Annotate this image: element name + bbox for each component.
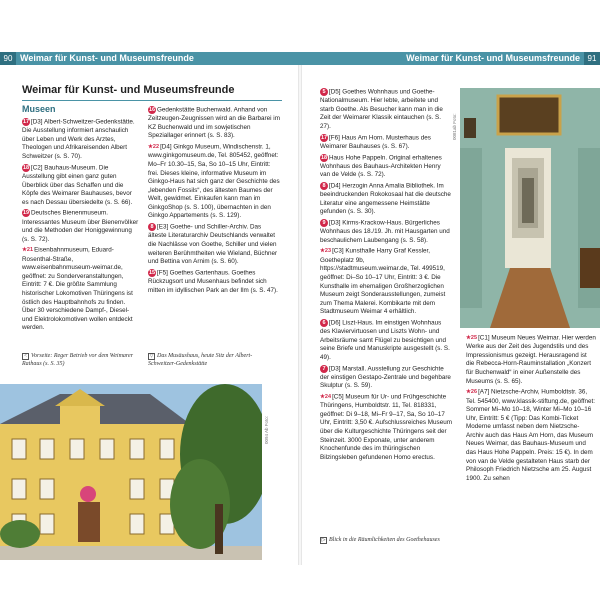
entry: 5 [D5] Goethes Wohnhaus und Goethe-Nationalmuseum. Hier lebte, arbeitete und starb Goethe. Als Besucher kann man in die Zeit der Weimarer Klassik eintauchen (s. S. 27). xyxy=(320,88,443,131)
photo-credit-right: 0081ab Foto: xyxy=(452,113,457,140)
entry: ★21Eisenbahnmuseum, Eduard-Rosenthal-Straße, www.eisenbahnmuseum-weimar.de, geöffnet: zu Sonderveranstaltungen, Eintritt: 7 €. Die größte Sammlung historischer Lokomotiven Thüringens ist östlich des Hauptbahnhofs zu finden. Über 30 verschiedene Dampf-, Diesel- und Elektrolokomotiven wollen entdeckt werden. xyxy=(22,247,133,332)
entry: 9 [D3] Kirms-Krackow-Haus. Bürgerliches Wohnhaus des 18./19. Jh. mit Hausgarten und beschaulichem Laubengang (s. S. 58). xyxy=(320,219,450,244)
caption-previous-page: < Vorseite: Reger Betrieb vor dem Weimarer Rathaus (s. S. 35) xyxy=(22,353,134,367)
caption-photo-left: ▽ Das Musäushaus, heute Sitz der Albert-Schweitzer-Gedenkstätte xyxy=(148,353,253,367)
page-title: Weimar für Kunst- und Museumsfreunde xyxy=(22,84,235,96)
header-bar xyxy=(0,52,600,65)
entry: 17 [D3] Albert-Schweitzer-Gedenkstätte. Die Ausstellung informiert anschaulich über Leben und Werk des Arztes, Theologen und Afrikareisenden Albert Schweitzer (s. S. 70). xyxy=(22,118,135,161)
entry: ★25[C1] Museum Neues Weimar. Hier werden Werke aus der Zeit des Jugendstils und des Impressionismus gezeigt. Herausragend ist die Rebecca-Horn-Rauminstallation „Konzert für Buchenwald“ in einer Außenstelle des Museums (s. S. 65). xyxy=(466,334,596,385)
entry: 8 [E3] Goethe- und Schiller-Archiv. Das älteste Literaturarchiv Deutschlands verwaltet die Nachlässe von Goethe, Schiller und vielen weiteren Berühmtheiten wie Wieland, Büchner und Bettina von Arnim (s. S. 60). xyxy=(148,223,278,266)
entry-marker: 18 xyxy=(22,164,30,171)
entry-marker: 8 xyxy=(320,182,328,190)
entry-marker: ★23 xyxy=(320,248,332,255)
entry: 8 [D4] Herzogin Anna Amalia Bibliothek. Im beeindruckenden Rokokosaal hat die deutsche Literatur eine angemessene Heimstätte gefunden (s. S. 30). xyxy=(320,182,451,216)
entry-marker: 8 xyxy=(148,223,156,231)
photo-goethehaus-interior xyxy=(460,88,600,328)
photo-goethehaus-illustration xyxy=(460,88,600,328)
arrow-left-icon: < xyxy=(22,353,29,360)
entry: 18 Haus Hohe Pappeln. Original erhaltenes Wohnhaus des Bauhaus-Architekten Henry van de Velde (s. S. 72). xyxy=(320,154,442,179)
entry-marker: 6 xyxy=(320,319,328,327)
entry-marker: 7 xyxy=(320,365,328,373)
entry: 15 [F5] Goethes Gartenhaus. Goethes Rückzugsort und Musenhaus befindet sich mitten im idyllischen Park an der Ilm (s. S. 47). xyxy=(148,269,278,294)
text-column-1 xyxy=(22,118,140,335)
entry-marker: 19 xyxy=(22,210,30,217)
entry-marker: ★21 xyxy=(22,247,34,254)
entry: ★23[C3] Kunsthalle Harry Graf Kessler, Goetheplatz 9b, https://stadtmuseum.weimar.de, Tel. 499519, geöffnet: Di–So 10–17 Uhr, Eintritt: 3 €. Die Kunsthalle im ehemaligen Großherzoglichen Museum zeigt Sonderausstellungen, zumeist zum Thema Malerei. Kombikarte mit dem Stadtmuseum Weimar 4 erhältlich. xyxy=(320,248,446,316)
entry-marker: ★26 xyxy=(466,389,478,396)
arrow-down-icon: ▽ xyxy=(149,354,154,359)
entry: 7 [D3] Marstall. Ausstellung zur Geschichte der einstigen Gestapo-Zentrale und begehbare Skulptur (s. S. 59). xyxy=(320,365,451,390)
entry-marker: 9 xyxy=(320,219,328,227)
entry: ★26[A7] Nietzsche-Archiv, Humboldtstr. 36, Tel. 545400, www.klassik-stiftung.de, geöffnet: Sommer Mi–Mo 10–18, Winter Mi–Mo 10–16 Uhr, Eintritt: 5 € (Tipp: Das Kombi-Ticket Moderne umfasst neben dem Nietzsche-Archiv auch das Haus Am Horn, das Museum Neues Weimar, das Bauhaus-Museum und das Haus Hohe Pappeln. Preis: 15 €). In dem von van de Velde gestalteten Haus starb der Philosoph Friedrich Nietzsche am 25. August 1900. Zu sehen xyxy=(466,388,596,482)
book-gutter xyxy=(298,65,302,565)
entry-marker: ★25 xyxy=(466,335,478,341)
title-rule xyxy=(22,100,282,101)
running-title-left: Weimar für Kunst- und Museumsfreunde xyxy=(20,53,194,63)
entry: 6 [D6] Liszt-Haus. Im einstigen Wohnhaus des Klaviervirtuosen und Liszts Wohn- und Arbeitsräume samt Flügel zu besichtigen und seine Briefe und Manuskripte ausgestellt (s. S. 49). xyxy=(320,319,450,361)
entry: 16 Gedenkstätte Buchenwald. Anhand von Zeitzeugen-Zeugnissen wird an die Barbarei im KZ Buchenwald und im sowjetischen Speziallager erinnert (s. S. 83). xyxy=(148,106,280,140)
arrow-right-icon: ▷ xyxy=(321,538,326,543)
entry-marker: 15 xyxy=(148,269,156,276)
entry: ★22[D4] Ginkgo Museum, Windischenstr. 1, www.ginkgomuseum.de, Tel. 805452, geöffnet: Mo–Fr 10.30–15, Sa, So 10–15 Uhr, Eintritt: frei. Dieses kleine, informative Museum im Ginkgo-Haus hat sich ganz der Geschichte des „lebenden Fossils“, des ältesten Baumes der Welt, gewidmet. Einkaufen kann man im GinkgoShop (s. S. 100), übernachten in den Ginkgo Appartements (s. S. 129). xyxy=(148,143,280,220)
page-number-right: 91 xyxy=(584,52,600,65)
section-heading: Museen xyxy=(22,104,56,114)
entry: ★24[C5] Museum für Ur- und Frühgeschichte Thüringens, Humboldtstr. 11, Tel. 818331, geöffnet: Di 9–18, Mi–Fr 9–17, Sa, So 10–17 Uhr, Eintritt: 3,50 €. Aufschlussreiches Museum über die Kulturgeschichte Thüringens seit der Steinzeit. 3000 Exponate, unter anderem Knochenfunde des im thüringischen Bilzingsleben gefundenen Homo erectus. xyxy=(320,393,452,461)
entry-marker: 16 xyxy=(148,107,156,113)
entry: 17 [F6] Haus Am Horn. Musterhaus des Weimarer Bauhauses (s. S. 67). xyxy=(320,134,431,150)
entry-marker: ★22 xyxy=(148,144,160,151)
photo-musaeushaus-illustration xyxy=(0,384,262,560)
entry: 19 Deutsches Bienenmuseum. Interessantes Museum über Bienenvölker und die Methoden der Honiggewinnung (s. S. 72). xyxy=(22,209,139,243)
page-number-left: 90 xyxy=(0,52,16,65)
photo-credit-left: 0094 Ab Foto: xyxy=(264,415,269,444)
entry-marker: 18 xyxy=(320,154,328,161)
text-column-3 xyxy=(320,88,452,464)
text-column-4 xyxy=(466,334,596,485)
caption-photo-right: ▷ Blick in die Räumlichkeiten des Goethehauses xyxy=(321,537,440,543)
text-column-2 xyxy=(148,106,280,297)
entry-marker: 17 xyxy=(22,119,30,125)
entry-marker: ★24 xyxy=(320,393,332,400)
entry-marker: 5 xyxy=(320,88,328,96)
entry-marker: 17 xyxy=(320,134,328,141)
photo-musaeushaus xyxy=(0,384,262,560)
entry: 18 [C2] Bauhaus-Museum. Die Ausstellung gibt einen ganz guten Überblick über das Schaffen und die Köpfe des Weimarer Bauhauses, bevor es nach Dessau übersiedelte (s. S. 66). xyxy=(22,164,133,206)
running-title-right: Weimar für Kunst- und Museumsfreunde xyxy=(406,53,580,63)
